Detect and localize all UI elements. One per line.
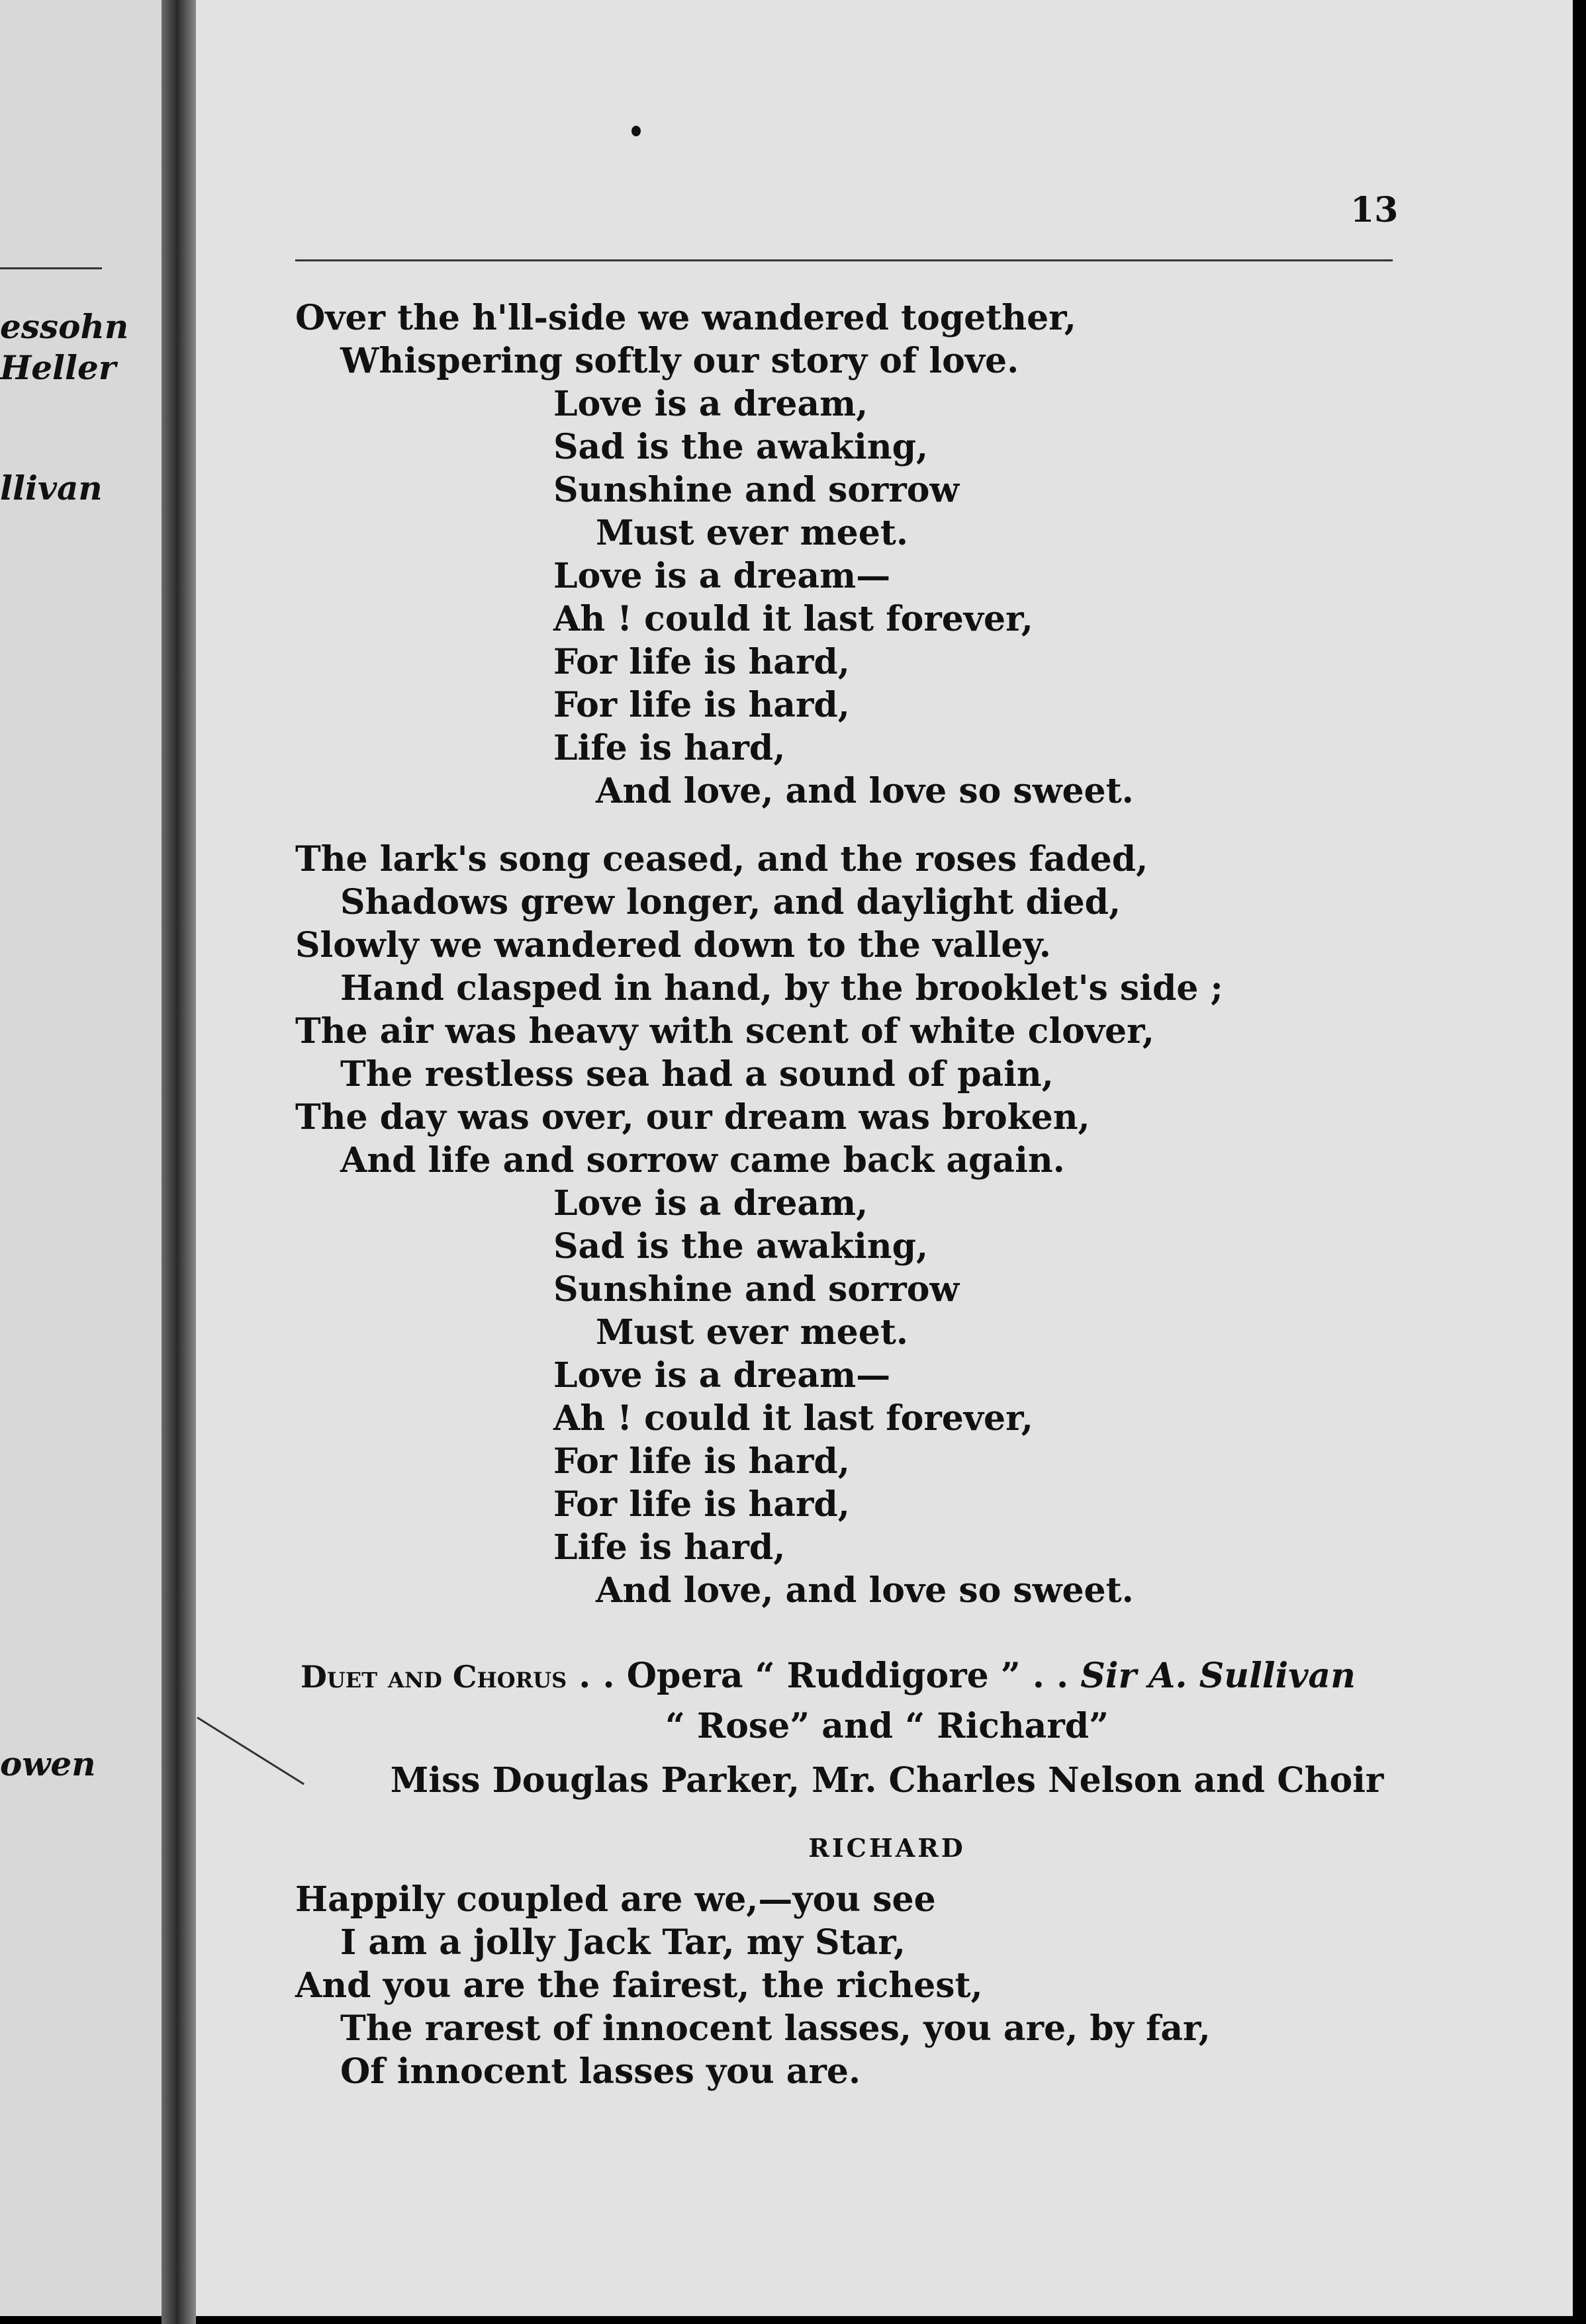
verse-line: For life is hard, xyxy=(553,685,850,725)
verse-line: Whispering softly our story of love. xyxy=(340,341,1019,381)
left-page-name: Heller xyxy=(0,348,117,387)
verse-line: The day was over, our dream was broken, xyxy=(295,1097,1090,1138)
program-separator: . . xyxy=(1020,1656,1081,1696)
left-page-name: essohn xyxy=(0,307,129,346)
verse-line: For life is hard, xyxy=(553,642,850,682)
verse-line: Ah ! could it last forever, xyxy=(553,599,1033,639)
verse-line: Happily coupled are we,—you see xyxy=(295,1879,936,1920)
verse-line: Over the h'll-side we wandered together, xyxy=(295,298,1076,338)
verse-line: The lark's song ceased, and the roses faded, xyxy=(295,839,1148,879)
verse-line: Life is hard, xyxy=(553,728,786,768)
verse-line: Sunshine and sorrow xyxy=(553,470,960,510)
verse-line: For life is hard, xyxy=(553,1484,850,1525)
verse-line: The restless sea had a sound of pain, xyxy=(340,1054,1054,1095)
left-page-rule xyxy=(0,267,102,269)
verse-line: And you are the fairest, the richest, xyxy=(295,1965,983,2006)
verse-line: The air was heavy with scent of white clover, xyxy=(295,1011,1154,1051)
verse-line: Must ever meet. xyxy=(596,1312,908,1353)
verse-line: Shadows grew longer, and daylight died, xyxy=(340,882,1121,922)
verse-line: Sunshine and sorrow xyxy=(553,1269,960,1310)
verse-line: And love, and love so sweet. xyxy=(596,1570,1134,1611)
verse-line: And love, and love so sweet. xyxy=(596,771,1134,811)
program-performers: Miss Douglas Parker, Mr. Charles Nelson and Choir xyxy=(390,1760,1384,1801)
verse-line: Of innocent lasses you are. xyxy=(340,2051,861,2092)
left-page-name: llivan xyxy=(0,469,103,508)
verse-line: Sad is the awaking, xyxy=(553,427,929,467)
section-heading: RICHARD xyxy=(808,1833,966,1863)
composer-name: Sir A. Sullivan xyxy=(1080,1656,1356,1696)
ink-dot xyxy=(631,126,641,136)
verse-line: I am a jolly Jack Tar, my Star, xyxy=(340,1922,906,1963)
program-roles: “ Rose” and “ Richard” xyxy=(665,1706,1109,1746)
opera-title: “ Ruddigore ” xyxy=(755,1656,1021,1696)
verse-line: Love is a dream— xyxy=(553,556,891,596)
verse-line: Life is hard, xyxy=(553,1527,786,1568)
verse-line: Love is a dream— xyxy=(553,1355,891,1396)
book-spine xyxy=(162,0,196,2324)
verse-line: Must ever meet. xyxy=(596,513,908,553)
verse-line: For life is hard, xyxy=(553,1441,850,1482)
verse-line: Sad is the awaking, xyxy=(553,1226,929,1267)
header-rule xyxy=(295,259,1393,261)
page-number: 13 xyxy=(1350,190,1399,230)
verse-line: Love is a dream, xyxy=(553,1183,868,1224)
verse-line: Slowly we wandered down to the valley. xyxy=(295,925,1051,965)
left-page-name: owen xyxy=(0,1744,96,1783)
verse-line: Love is a dream, xyxy=(553,384,868,424)
verse-line: Ah ! could it last forever, xyxy=(553,1398,1033,1439)
program-entry xyxy=(301,1656,1356,1697)
program-separator: . . Opera xyxy=(567,1656,755,1696)
verse-line: And life and sorrow came back again. xyxy=(340,1140,1065,1181)
program-type: Duet and Chorus xyxy=(301,1659,567,1695)
left-page-edge xyxy=(0,0,162,2316)
verse-line: Hand clasped in hand, by the brooklet's side ; xyxy=(340,968,1223,1008)
verse-line: The rarest of innocent lasses, you are, by far, xyxy=(340,2008,1211,2049)
